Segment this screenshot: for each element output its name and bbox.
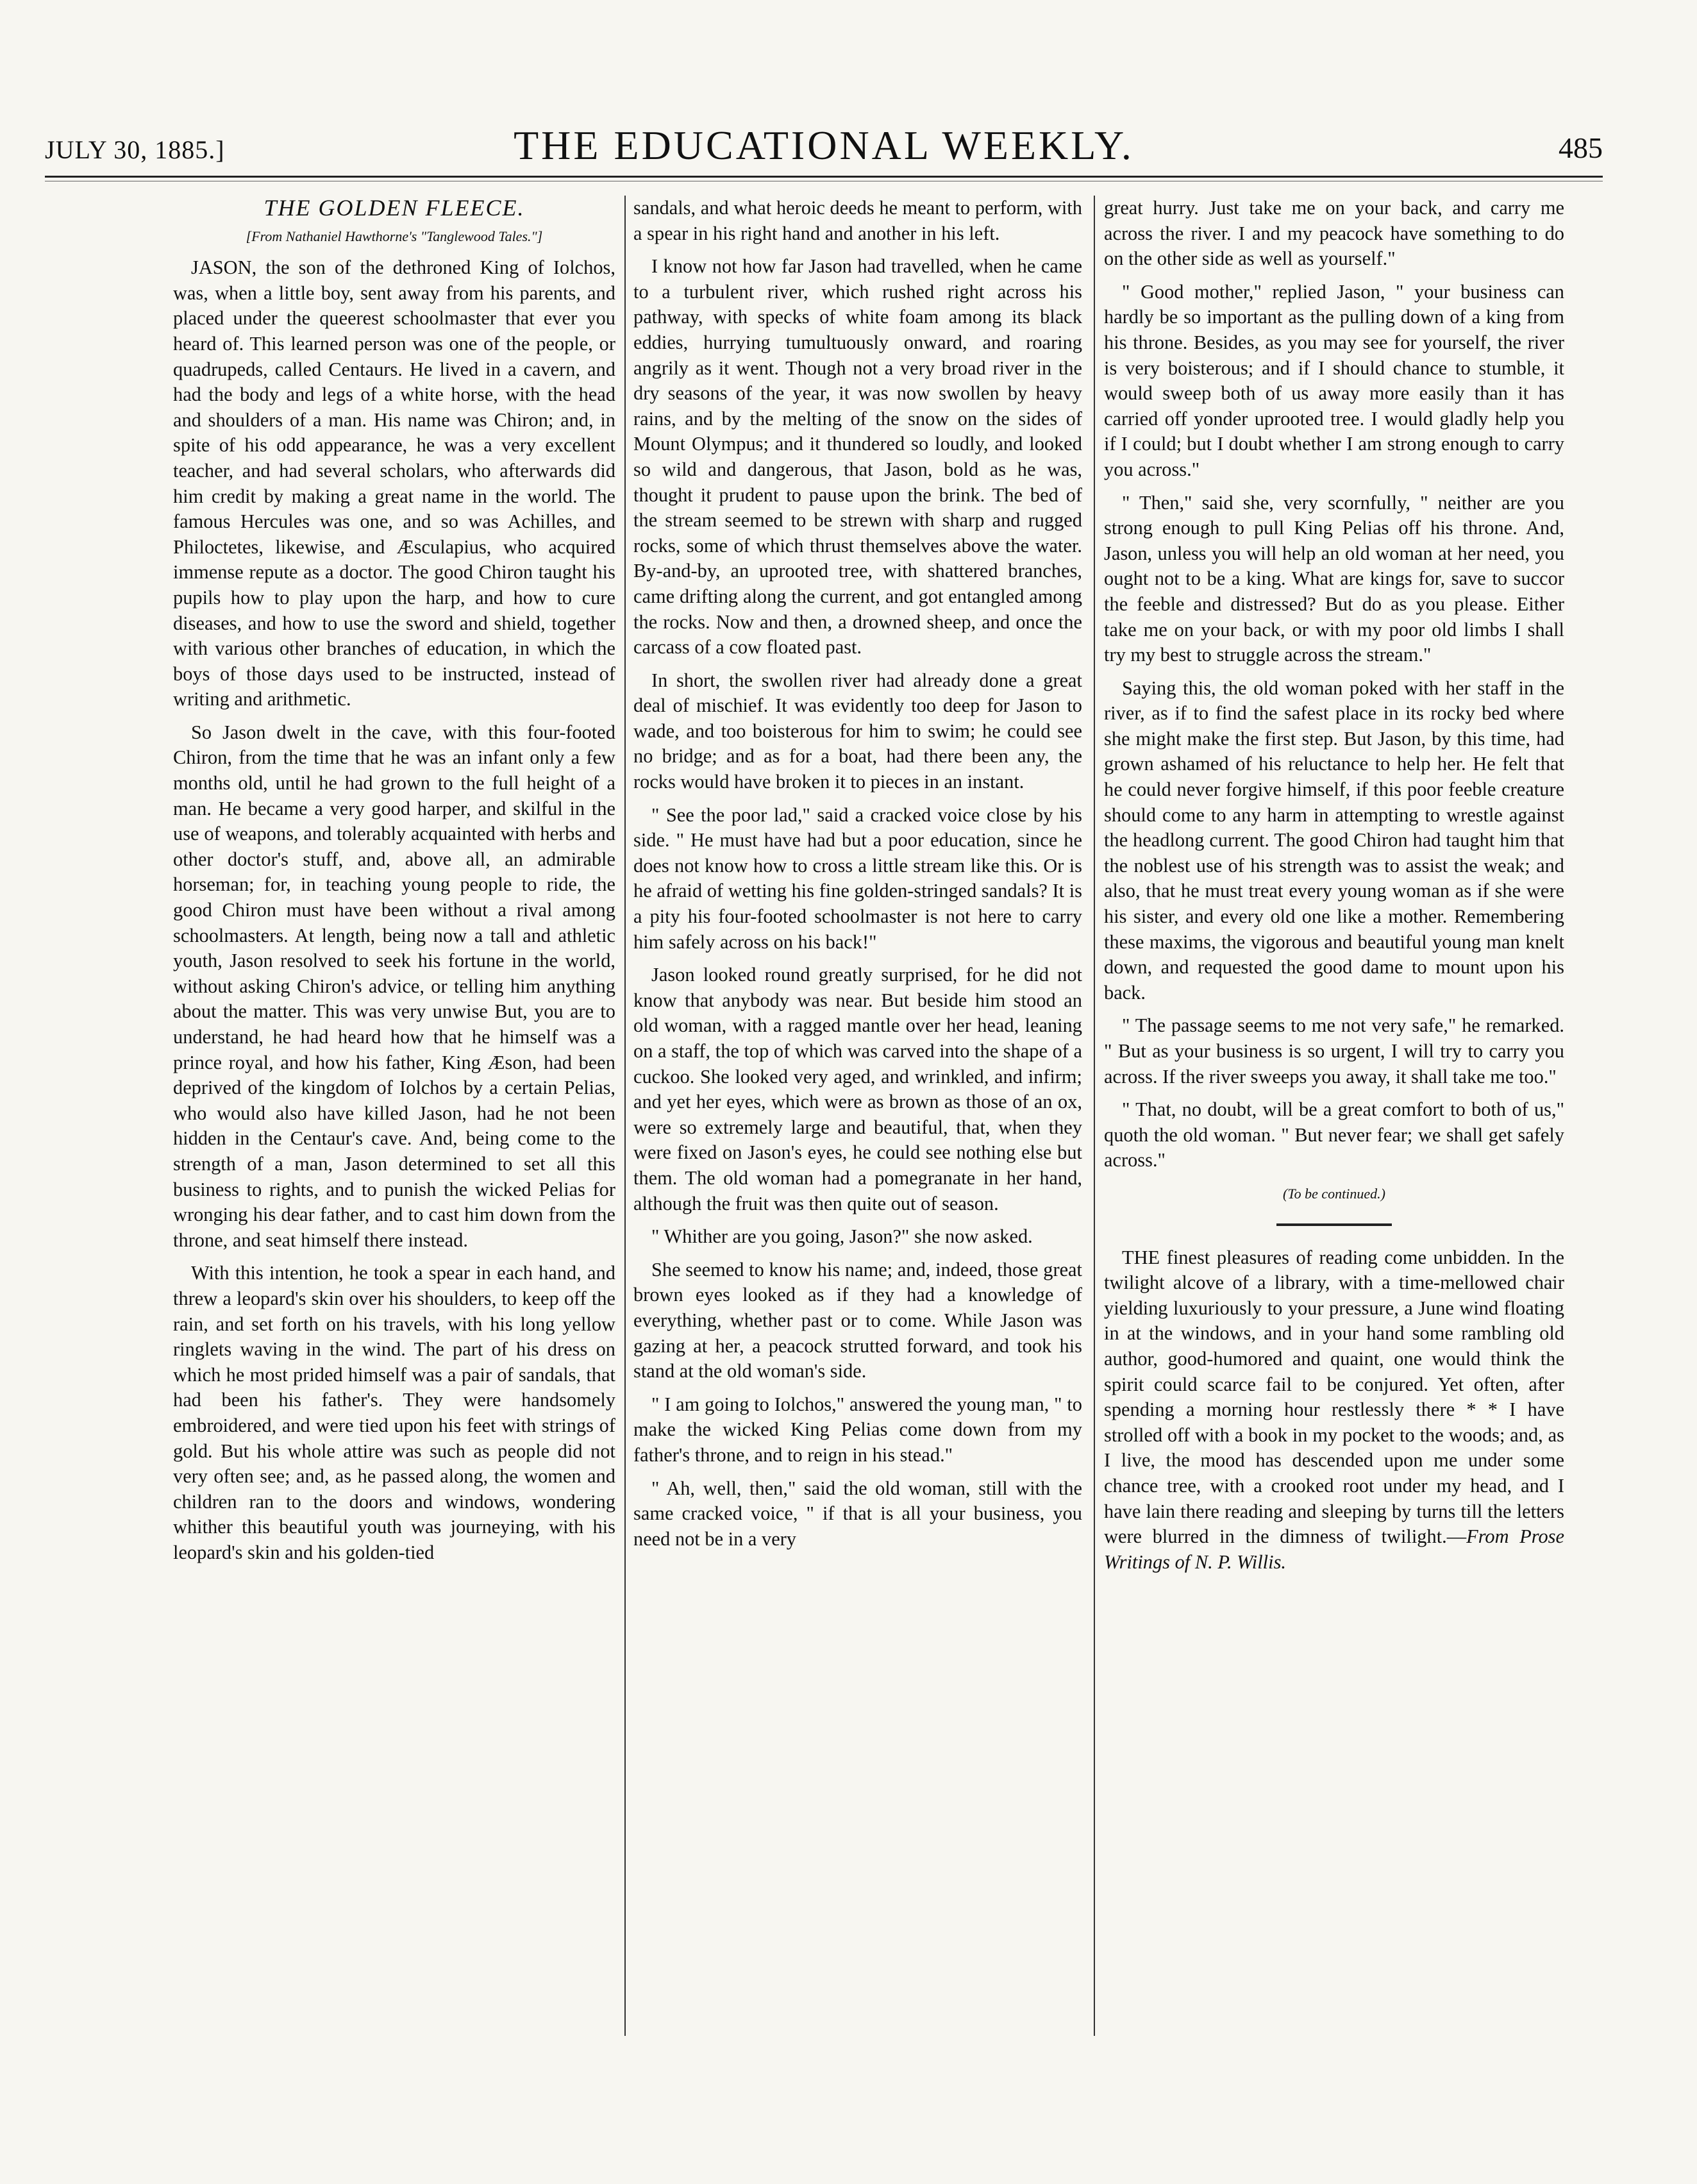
publication-title: THE EDUCATIONAL WEEKLY. [514, 122, 1134, 168]
paragraph: great hurry. Just take me on your back, and carry me across the river. I and my peacock have something to do on the other side as well as yourself." [1104, 197, 1564, 270]
lead-word: THE [1122, 1246, 1160, 1268]
section-divider [1276, 1223, 1392, 1226]
paragraph: " That, no doubt, will be a great comfort to both of us," quoth the old woman. " But never fear; we shall get safely across." [1104, 1098, 1564, 1172]
paragraph [173, 255, 615, 712]
quote-text: finest pleasures of reading come unbidden. In the twilight alcove of a library, with a time-mellowed chair yielding luxuriously to your pressure, a June wind floating in at the windows, and in your hand some rambling old author, good-humored and quaint, one would think the spirit could scarce fail to be conjured. Yet often, after spending a morning hour restlessly there * * I have strolled off with a book in my pocket to the woods; and, as I live, the mood has descended upon me under some chance tree, with a crooked root under my head, and I have lain there reading and sleeping by turns till the letters were blurred in the dimness of twilight.— [1104, 1246, 1564, 1548]
paragraph: " Good mother," replied Jason, " your business can hardly be so important as the pulling down of a king from his throne. Besides, as you may see for yourself, the river is very boisterous; and if I should chance to stumble, it would sweep both of us away more easily than it has carried off yonder uprooted tree. I would gladly help you if I could; but I doubt whether I am strong enough to carry you across." [1104, 280, 1564, 480]
paragraph-text: , the son of the dethroned King of Iolchos, was, when a little boy, sent away from his parents, and placed under the queerest schoolmaster that ever you heard of. This learned person was one of the people, or quadrupeds, called Centaurs. He lived in a cavern, and had the body and legs of a white horse, with the head and shoulders of a man. His name was Chiron; and, in spite of his odd appearance, he was a very excellent teacher, and had several scholars, who afterwards did him credit by making a great name in the world. The famous Hercules was one, and so was Achilles, and Philoctetes, likewise, and Æsculapius, who acquired immense repute as a doctor. The good Chiron taught his pupils how to play upon the harp, and how to cure diseases, and how to use the sword and shield, together with various other branches of education, in which the boys of those days used to be instructed, instead of writing and arithmetic. [173, 256, 615, 710]
paragraph: I know not how far Jason had travelled, when he came to a turbulent river, which rushed right across his pathway, with specks of white foam among its black eddies, hurrying tumultuously onward, and roaring angrily as it went. Though not a very broad river in the dry seasons of the year, it was now swollen by heavy rains, and by the melting of the snow on the sides of Mount Olympus; and it thundered so loudly, and looked so wild and dangerous, that Jason, bold as he was, thought it prudent to pause upon the brink. The bed of the stream seemed to be strewn with sharp and rugged rocks, some of which thrust themselves above the water. By-and-by, an uprooted tree, with shattered branches, came drifting along the current, and got entangled among the rocks. Now and then, a drowned sheep, and once the carcass of a cow floated past. [633, 255, 1082, 659]
story-credit: [From Nathaniel Hawthorne's "Tanglewood Tales."] [246, 228, 543, 244]
story-title: THE GOLDEN FLEECE. [263, 195, 525, 221]
paragraph: sandals, and what heroic deeds he meant to perform, with a spear in his right hand and another in his left. [633, 197, 1082, 244]
column-1 [173, 196, 615, 1573]
page-number: 485 [1559, 131, 1603, 164]
issue-date: JULY 30, 1885.] [45, 135, 225, 164]
paragraph: " Then," said she, very scornfully, " neither are you strong enough to pull King Pelias off his throne. And, Jason, unless you will help an old woman at her need, you ought not to be a king. What are kings for, save to succor the feeble and distressed? But do as you please. Either take me on your back, or with my poor old limbs I shall try my best to struggle across the stream." [1104, 491, 1564, 666]
paragraph: " Whither are you going, Jason?" she now asked. [651, 1225, 1033, 1248]
paragraph: Jason looked round greatly surprised, for he did not know that anybody was near. But beside him stood an old woman, with a ragged mantle over her head, leaning on a staff, the top of which was carved into the shape of a cuckoo. She looked very aged, and wrinkled, and infirm; and yet her eyes, which were as brown as those of an ox, were so extremely large and beautiful, that, when they were fixed on Jason's eyes, he could see nothing else but them. The old woman had a pomegranate in her hand, although the fruit was then quite out of season. [633, 964, 1082, 1214]
continued-note: (To be continued.) [1283, 1185, 1385, 1202]
quote-source: From Prose Writings of N. P. Willis. [1104, 1525, 1564, 1573]
paragraph: " The passage seems to me not very safe," he remarked. " But as your business is so urgent, I will try to carry you across. If the river sweeps you away, it shall take me too." [1104, 1014, 1564, 1088]
paragraph: So Jason dwelt in the cave, with this four-footed Chiron, from the time that he was an infant only a few months old, until he had grown to the full height of a man. He became a very good harper, and skilful in the use of weapons, and tolerably acquainted with herbs and other doctor's stuff, and, above all, an admirable horseman; for, in teaching young people to ride, the good Chiron must have been without a rival among schoolmasters. At length, being now a tall and athletic youth, Jason resolved to seek his fortune in the world, without asking Chiron's advice, or telling him anything about the matter. This was very unwise But, you are to understand, he had heard how that he himself was a prince royal, and how his father, King Æson, had been deprived of the kingdom of Iolchos by a certain Pelias, who would also have killed Jason, had he not been hidden in the Centaur's cave. And, being come to the strength of a man, Jason determined to set all this business to rights, and to punish the wicked Pelias for wronging his dear father, and to cast him down from the throne, and seat himself there instead. [173, 721, 615, 1251]
column-divider [624, 196, 626, 2036]
paragraph: She seemed to know his name; and, indeed, those great brown eyes looked as if they had a knowledge of everything, whether past or to come. While Jason was gazing at her, a peacock strutted forward, and took his stand at the old woman's side. [633, 1258, 1082, 1382]
masthead [45, 122, 1603, 168]
paragraph: " See the poor lad," said a cracked voice close by his side. " He must have had but a poor education, since he does not know how to cross a little stream like this. Or is he afraid of wetting his fine golden-stringed sandals? It is a pity his four-footed schoolmaster is not here to carry him safely across on his back!" [633, 803, 1082, 953]
paragraph: " I am going to Iolchos," answered the young man, " to make the wicked King Pelias come down from my father's throne, and to reign in his stead." [633, 1393, 1082, 1466]
paragraph: Saying this, the old woman poked with her staff in the river, as if to find the safest place in its rocky bed where she might make the first step. But Jason, by this time, had grown ashamed of his reluctance to help her. He felt that he could never forgive himself, if this poor feeble creature should come to any harm in attempting to wrestle against the headlong current. The good Chiron had taught him that the noblest use of his strength was to assist the weak; and also, that he must treat every young woman as if she were his sister, and every old one like a mother. Remembering these maxims, the vigorous and beautiful young man knelt down, and requested the good dame to mount upon his back. [1104, 676, 1564, 1004]
paragraph: " Ah, well, then," said the old woman, still with the same cracked voice, " if that is all your business, you need not be in a very [633, 1477, 1082, 1550]
quote-paragraph [1104, 1245, 1564, 1575]
lead-word: JASON [191, 256, 252, 279]
paragraph: With this intention, he took a spear in each hand, and threw a leopard's skin over his shoulders, to keep off the rain, and set forth on his travels, with his long yellow ringlets waving in the wind. The part of his dress on which he most prided himself was a pair of sandals, that had been his father's. They were handsomely embroidered, and were tied upon his feet with strings of gold. But his whole attire was such as people did not very often see; and, as he passed along, the women and children ran to the doors and windows, wondering whither this beautiful youth was journeying, with his leopard's skin and his golden-tied [173, 1262, 615, 1563]
column-divider [1094, 196, 1095, 2036]
header-rule [45, 176, 1603, 178]
paragraph: In short, the swollen river had already done a great deal of mischief. It was evidently too deep for Jason to wade, and too boisterous for him to swim; he could see no bridge; and as for a boat, had there been any, the rocks would have broken it to pieces in an instant. [633, 669, 1082, 793]
column-3 [1104, 196, 1564, 1583]
column-2 [633, 196, 1082, 1559]
